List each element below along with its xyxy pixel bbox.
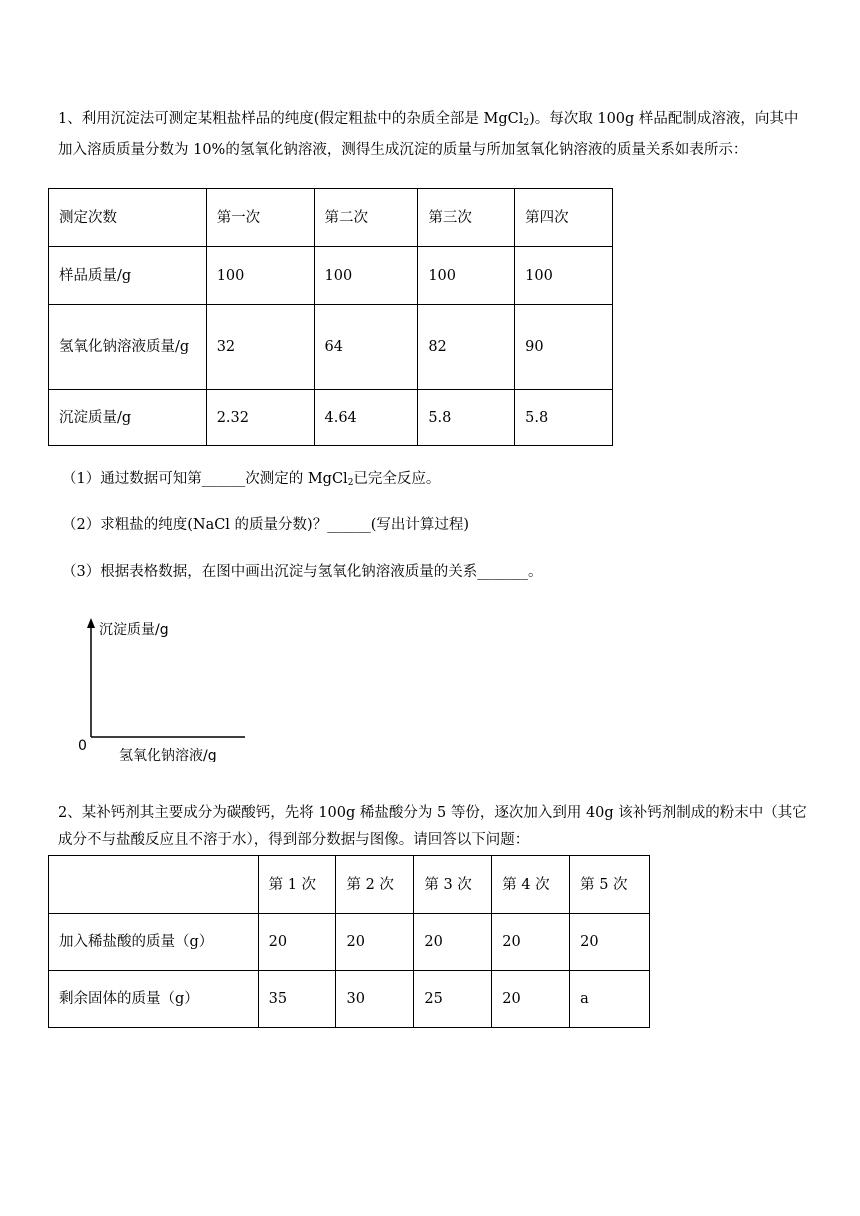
table-2-header-cell	[49, 856, 259, 914]
table-cell: 2.32	[206, 390, 314, 446]
table-1-header-row	[49, 189, 613, 247]
table-row	[49, 914, 650, 971]
table-1-header-cell: 第二次	[314, 189, 418, 247]
table-1	[48, 188, 613, 446]
table-cell: 100	[418, 247, 515, 305]
table-cell: 4.64	[314, 390, 418, 446]
table-row	[49, 247, 613, 305]
table-cell: 剩余固体的质量（g）	[49, 971, 259, 1028]
table-cell: 64	[314, 305, 418, 390]
table-2	[48, 855, 650, 1028]
table-cell: 沉淀质量/g	[49, 390, 207, 446]
table-cell: 氢氧化钠溶液质量/g	[49, 305, 207, 390]
table-1-header-cell: 第一次	[206, 189, 314, 247]
question-3: （3）根据表格数据，在图中画出沉淀与氢氧化钠溶液质量的关系_______。	[62, 564, 543, 580]
table-cell: 25	[414, 971, 492, 1028]
table-2-header-cell: 第 3 次	[414, 856, 492, 914]
question-1: （1）通过数据可知第______次测定的 MgCl$_2$已完全反应。	[62, 471, 441, 488]
table-cell: 82	[418, 305, 515, 390]
table-cell: 20	[336, 914, 414, 971]
table-2-header-cell: 第 1 次	[258, 856, 336, 914]
table-row	[49, 305, 613, 390]
table-cell: 20	[570, 914, 650, 971]
question-2: （2）求粗盐的纯度(NaCl 的质量分数)？______(写出计算过程)	[62, 517, 470, 533]
table-cell: 100	[206, 247, 314, 305]
table-cell: 100	[515, 247, 613, 305]
table-cell: 5.8	[418, 390, 515, 446]
table-cell: 35	[258, 971, 336, 1028]
table-1-header-cell: 第三次	[418, 189, 515, 247]
table-cell: 加入稀盐酸的质量（g）	[49, 914, 259, 971]
table-cell: 20	[492, 971, 570, 1028]
table-cell: 20	[258, 914, 336, 971]
table-cell: 30	[336, 971, 414, 1028]
table-row	[49, 971, 650, 1028]
table-cell: 20	[492, 914, 570, 971]
table-cell: 20	[414, 914, 492, 971]
table-1-header-cell: 第四次	[515, 189, 613, 247]
table-cell: 100	[314, 247, 418, 305]
table-2-header-cell: 第 5 次	[570, 856, 650, 914]
table-1-header-cell: 测定次数	[49, 189, 207, 247]
x-axis-label: 氢氧化钠溶液/g	[119, 748, 217, 762]
table-2-header-cell: 第 4 次	[492, 856, 570, 914]
axes-graph	[70, 612, 270, 762]
table-cell: 32	[206, 305, 314, 390]
table-cell: 样品质量/g	[49, 247, 207, 305]
origin-label: 0	[78, 738, 87, 754]
table-2-header-row	[49, 856, 650, 914]
table-2-header-cell: 第 2 次	[336, 856, 414, 914]
problem-1-text: 1、利用沉淀法可测定某粗盐样品的纯度(假定粗盐中的杂质全部是 MgCl$_2$)。每次取 100g 样品配制成溶液，向其中加入溶质质量分数为 10%的氢氧化钠溶液，测得生成沉淀的质量与所加氢氧化钠溶液的质量关系如表所示：	[58, 111, 799, 158]
table-cell: 5.8	[515, 390, 613, 446]
problem-2-text: 2、某补钙剂其主要成分为碳酸钙，先将 100g 稀盐酸分为 5 等份，逐次加入到用 40g 该补钙剂制成的粉末中（其它成分不与盐酸反应且不溶于水），得到部分数据与图像。请回答以下问题：	[58, 805, 807, 848]
table-cell: 90	[515, 305, 613, 390]
table-cell: a	[570, 971, 650, 1028]
table-row	[49, 390, 613, 446]
y-axis-arrow	[87, 618, 95, 628]
y-axis-label: 沉淀质量/g	[99, 622, 169, 638]
